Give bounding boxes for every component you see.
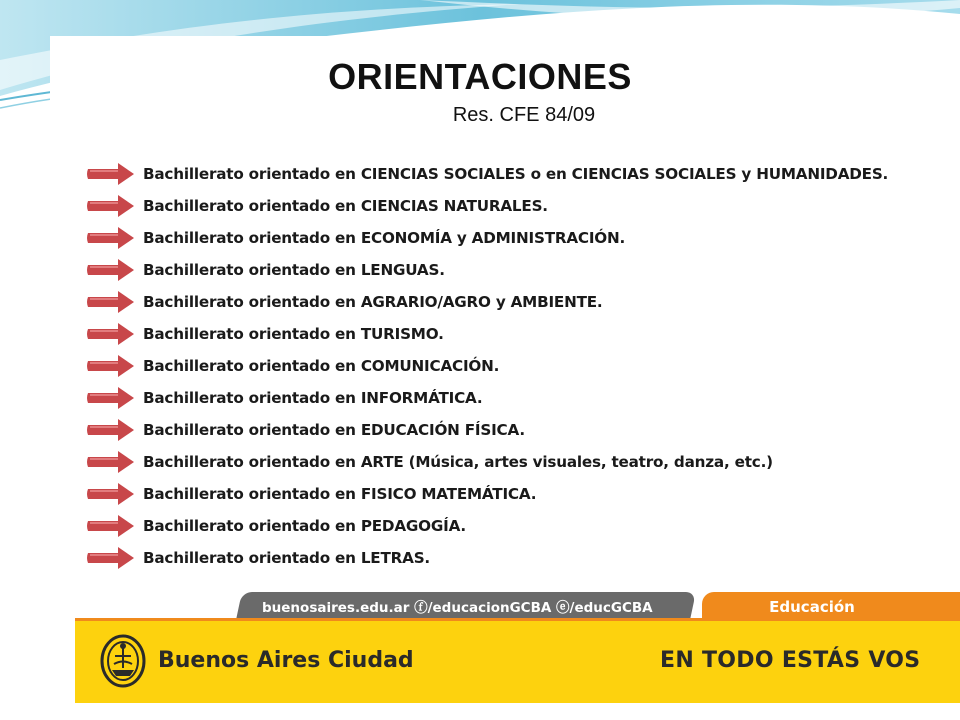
page-title: ORIENTACIONES	[328, 56, 632, 97]
item-prefix: Bachillerato orientado en	[143, 293, 361, 311]
item-orientation: INFORMÁTICA.	[360, 389, 483, 407]
item-orientation: FISICO MATEMÁTICA.	[360, 485, 537, 503]
item-orientation: LENGUAS.	[360, 261, 445, 279]
item-orientation: PEDAGOGÍA.	[360, 517, 466, 535]
item-orientation: CIENCIAS SOCIALES o en CIENCIAS SOCIALES y HUMANIDADES.	[360, 165, 889, 183]
slogan: EN TODO ESTÁS VOS	[660, 648, 921, 673]
list-item	[86, 510, 888, 542]
orientation-list	[86, 158, 888, 574]
item-prefix: Bachillerato orientado en	[143, 261, 361, 279]
item-orientation: AGRARIO/AGRO y AMBIENTE.	[360, 293, 603, 311]
arrow-right-icon	[86, 514, 136, 538]
item-prefix: Bachillerato orientado en	[143, 357, 361, 375]
item-prefix: Bachillerato orientado en	[143, 485, 361, 503]
arrow-right-icon	[86, 482, 136, 506]
list-item	[86, 158, 888, 190]
item-prefix: Bachillerato orientado en	[143, 517, 361, 535]
page-subtitle: Res. CFE 84/09	[452, 104, 596, 126]
arrow-right-icon	[86, 162, 136, 186]
list-item	[86, 318, 888, 350]
list-item	[86, 350, 888, 382]
list-item	[86, 190, 888, 222]
list-item	[86, 414, 888, 446]
arrow-right-icon	[86, 226, 136, 250]
item-prefix: Bachillerato orientado en	[143, 421, 361, 439]
item-orientation: LETRAS.	[360, 549, 430, 567]
arrow-right-icon	[86, 290, 136, 314]
item-orientation: ECONOMÍA y ADMINISTRACIÓN.	[360, 229, 626, 247]
item-orientation: TURISMO.	[360, 325, 444, 343]
item-orientation: COMUNICACIÓN.	[360, 357, 500, 375]
list-item	[86, 254, 888, 286]
arrow-right-icon	[86, 194, 136, 218]
arrow-right-icon	[86, 546, 136, 570]
arrow-right-icon	[86, 354, 136, 378]
list-item	[86, 222, 888, 254]
list-item	[86, 286, 888, 318]
social-links-text: buenosaires.edu.ar ⓕ/educacionGCBA ⓔ/educGCBA	[262, 600, 653, 616]
item-prefix: Bachillerato orientado en	[143, 549, 361, 567]
arrow-right-icon	[86, 450, 136, 474]
education-tab-label: Educación	[769, 598, 855, 616]
item-prefix: Bachillerato orientado en	[143, 453, 361, 471]
list-item	[86, 446, 888, 478]
item-prefix: Bachillerato orientado en	[143, 325, 361, 343]
item-prefix: Bachillerato orientado en	[143, 229, 361, 247]
item-prefix: Bachillerato orientado en	[143, 165, 361, 183]
item-orientation: ARTE (Música, artes visuales, teatro, danza, etc.)	[360, 453, 773, 471]
item-orientation: CIENCIAS NATURALES.	[360, 197, 548, 215]
item-prefix: Bachillerato orientado en	[143, 197, 361, 215]
arrow-right-icon	[86, 322, 136, 346]
list-item	[86, 382, 888, 414]
arrow-right-icon	[86, 258, 136, 282]
item-prefix: Bachillerato orientado en	[143, 389, 361, 407]
city-shield-logo	[100, 634, 146, 688]
list-item	[86, 478, 888, 510]
list-item	[86, 542, 888, 574]
item-orientation: EDUCACIÓN FÍSICA.	[360, 421, 525, 439]
arrow-right-icon	[86, 386, 136, 410]
brand-name: Buenos Aires Ciudad	[158, 648, 414, 673]
arrow-right-icon	[86, 418, 136, 442]
